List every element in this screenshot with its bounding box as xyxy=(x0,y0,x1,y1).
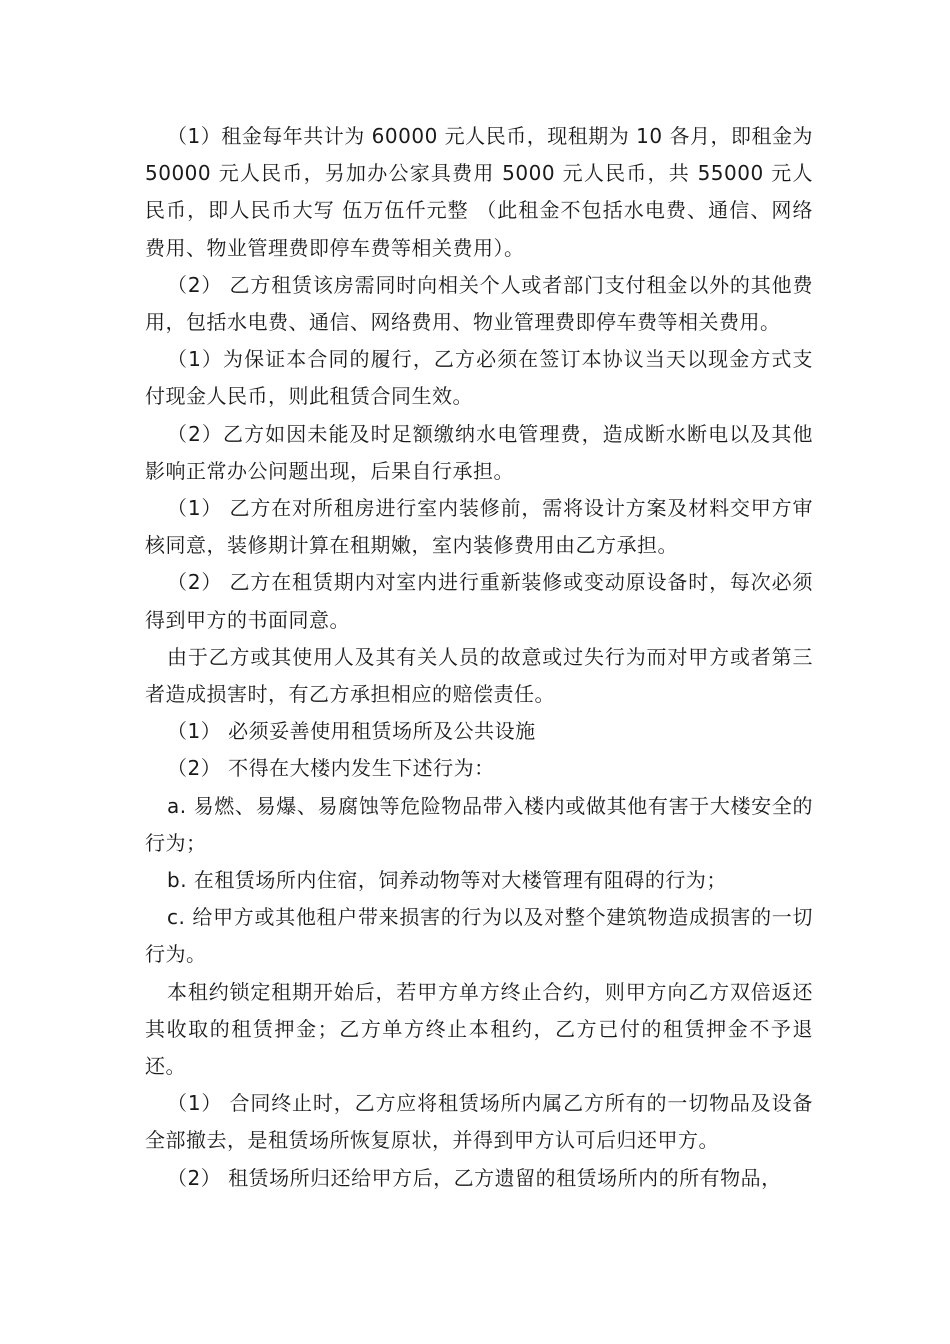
paragraph-renovation-approval: （1） 乙方在对所租房进行室内装修前，需将设计方案及材料交甲方审核同意，装修期计算在租期嫩，室内装修费用由乙方承担。 xyxy=(145,496,813,558)
paragraph-contract-effect: （1）为保证本合同的履行，乙方必须在签订本协议当天以现金方式支付现金人民币，则此租赁合同生效。 xyxy=(145,347,813,409)
list-item-c: c. 给甲方或其他租户带来损害的行为以及对整个建筑物造成损害的一切行为。 xyxy=(145,905,813,967)
paragraph-utility-payment: （2）乙方如因未能及时足额缴纳水电管理费，造成断水断电以及其他影响正常办公问题出现，后果自行承担。 xyxy=(145,421,813,483)
paragraph-renovation-consent: （2） 乙方在租赁期内对室内进行重新装修或变动原设备时，每次必须得到甲方的书面同意。 xyxy=(145,570,813,632)
list-item-b: b. 在租赁场所内住宿，饲养动物等对大楼管理有阻碍的行为； xyxy=(167,868,727,893)
paragraph-proper-use: （1） 必须妥善使用租赁场所及公共设施 xyxy=(167,719,536,744)
paragraph-liability: 由于乙方或其使用人及其有关人员的故意或过失行为而对甲方或者第三者造成损害时，有乙方承担相应的赔偿责任。 xyxy=(145,644,813,707)
paragraph-termination-deposit: 本租约锁定租期开始后，若甲方单方终止合约，则甲方向乙方双倍返还其收取的租赁押金；乙方单方终止本租约，乙方已付的租赁押金不予退还。 xyxy=(145,979,813,1079)
list-item-a: a. 易燃、易爆、易腐蚀等危险物品带入楼内或做其他有害于大楼安全的行为； xyxy=(145,793,813,855)
paragraph-return-premises: （2） 租赁场所归还给甲方后，乙方遗留的租赁场所内的所有物品， xyxy=(167,1165,782,1190)
paragraph-other-fees: （2） 乙方租赁该房需同时向相关个人或者部门支付租金以外的其他费用，包括水电费、通信、网络费用、物业管理费即停车费等相关费用。 xyxy=(145,272,813,335)
paragraph-rent-amount: （1）租金每年共计为 60000 元人民币，现租期为 10 各月，即租金为 50000 元人民币，另加办公家具费用 5000 元人民币，共 55000 元人民币，即人民币大写 伍万伍仟元整 （此租金不包括水电费、通信、网络费用、物业管理费即停车费等相关费用）。 xyxy=(145,124,813,260)
paragraph-contract-end: （1） 合同终止时，乙方应将租赁场所内属乙方所有的一切物品及设备全部撤去，是租赁场所恢复原状，并得到甲方认可后归还甲方。 xyxy=(145,1091,813,1153)
document-body xyxy=(145,118,813,1197)
paragraph-prohibited-acts: （2） 不得在大楼内发生下述行为： xyxy=(167,756,495,781)
